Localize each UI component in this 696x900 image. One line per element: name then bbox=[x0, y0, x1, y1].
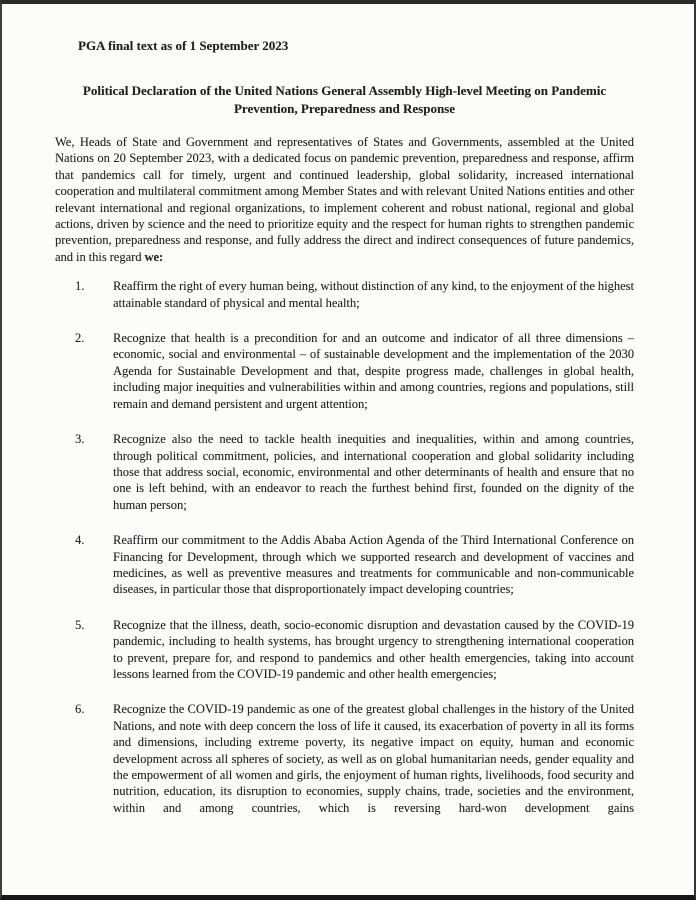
document-title: Political Declaration of the United Nations General Assembly High-level Meeting on Pandemic Prevention, Preparedness and Response bbox=[82, 83, 607, 116]
numbered-paragraph-4 bbox=[55, 532, 634, 598]
paragraph-number: 3. bbox=[75, 432, 85, 447]
paragraph-text: Reaffirm the right of every human being, without distinction of any kind, to the enjoyment of the highest attainable standard of physical and mental health; bbox=[113, 279, 634, 310]
numbered-paragraph-6 bbox=[55, 701, 634, 816]
paragraph-number: 2. bbox=[75, 331, 85, 346]
paragraph-number: 1. bbox=[75, 279, 85, 294]
preamble-emphasis: we: bbox=[144, 249, 164, 264]
paragraph-text: Recognize the COVID-19 pandemic as one of the greatest global challenges in the history of the United Nations, and note with deep concern the loss of life it caused, its exacerbation of poverty in all its forms and dimensions, including extreme poverty, its negative impact on equity, human and economic development across all spheres of society, as well as on global humanitarian needs, gender equality and the empowerment of all women and girls, the enjoyment of human rights, livelihoods, food security and nutrition, education, its disruption to economies, supply chains, trade, societies and the environment, within and among countries, which is reversing hard-won development gains bbox=[113, 702, 634, 815]
paragraph-number: 6. bbox=[75, 702, 85, 717]
paragraph-number: 4. bbox=[75, 533, 85, 548]
numbered-paragraph-5 bbox=[55, 617, 634, 683]
numbered-paragraph-3 bbox=[55, 431, 634, 513]
version-note: PGA final text as of 1 September 2023 bbox=[78, 38, 289, 53]
numbered-paragraph-1 bbox=[55, 278, 634, 311]
paragraph-text: Recognize also the need to tackle health inequities and inequalities, within and among countries, through political commitment, policies, and international cooperation and global solidarity including those that address social, economic, environmental and other determinants of health and ensure that no one is left behind, with an endeavor to reach the furthest behind first, founded on the dignity of the human person; bbox=[113, 432, 634, 512]
paragraph-text: Recognize that health is a precondition for and an outcome and indicator of all three dimensions – economic, social and environmental – of sustainable development and the implementation of the 2030 Agenda for Sustainable Development and that, despite progress made, challenges in global health, including major inequities and vulnerabilities within and among countries, regions and populations, still remain and demand persistent and urgent attention; bbox=[113, 331, 634, 411]
paragraph-number: 5. bbox=[75, 617, 85, 632]
paragraph-text: Reaffirm our commitment to the Addis Ababa Action Agenda of the Third International Conference on Financing for Development, through which we supported research and development of vaccines and medicines, as well as preventive measures and treatments for communicable and non-communicable diseases, in particular those that disproportionately impact developing countries; bbox=[113, 533, 634, 597]
paragraph-text: Recognize that the illness, death, socio-economic disruption and devastation caused by the COVID-19 pandemic, including to health systems, has brought urgency to strengthening international cooperation to prevent, prepare for, and respond to pandemics and other health emergencies, taking into account lessons learned from the COVID-19 pandemic and other health emergencies; bbox=[113, 617, 634, 681]
preamble-paragraph bbox=[55, 134, 634, 265]
preamble-text: We, Heads of State and Government and representatives of States and Governments, assembled at the United Nations on 20 September 2023, with a dedicated focus on pandemic prevention, preparedness and response, affirm that pandemics call for timely, urgent and continued leadership, global solidarity, increased international cooperation and multilateral commitment among Member States and with relevant United Nations entities and other relevant international and regional organizations, to implement coherent and robust national, regional and global actions, driven by science and the need to prioritize equity and the respect for human rights to strengthen pandemic prevention, preparedness and response, and fully address the direct and indirect consequences of future pandemics, and in this regard bbox=[55, 135, 634, 264]
numbered-paragraph-2 bbox=[55, 330, 634, 412]
